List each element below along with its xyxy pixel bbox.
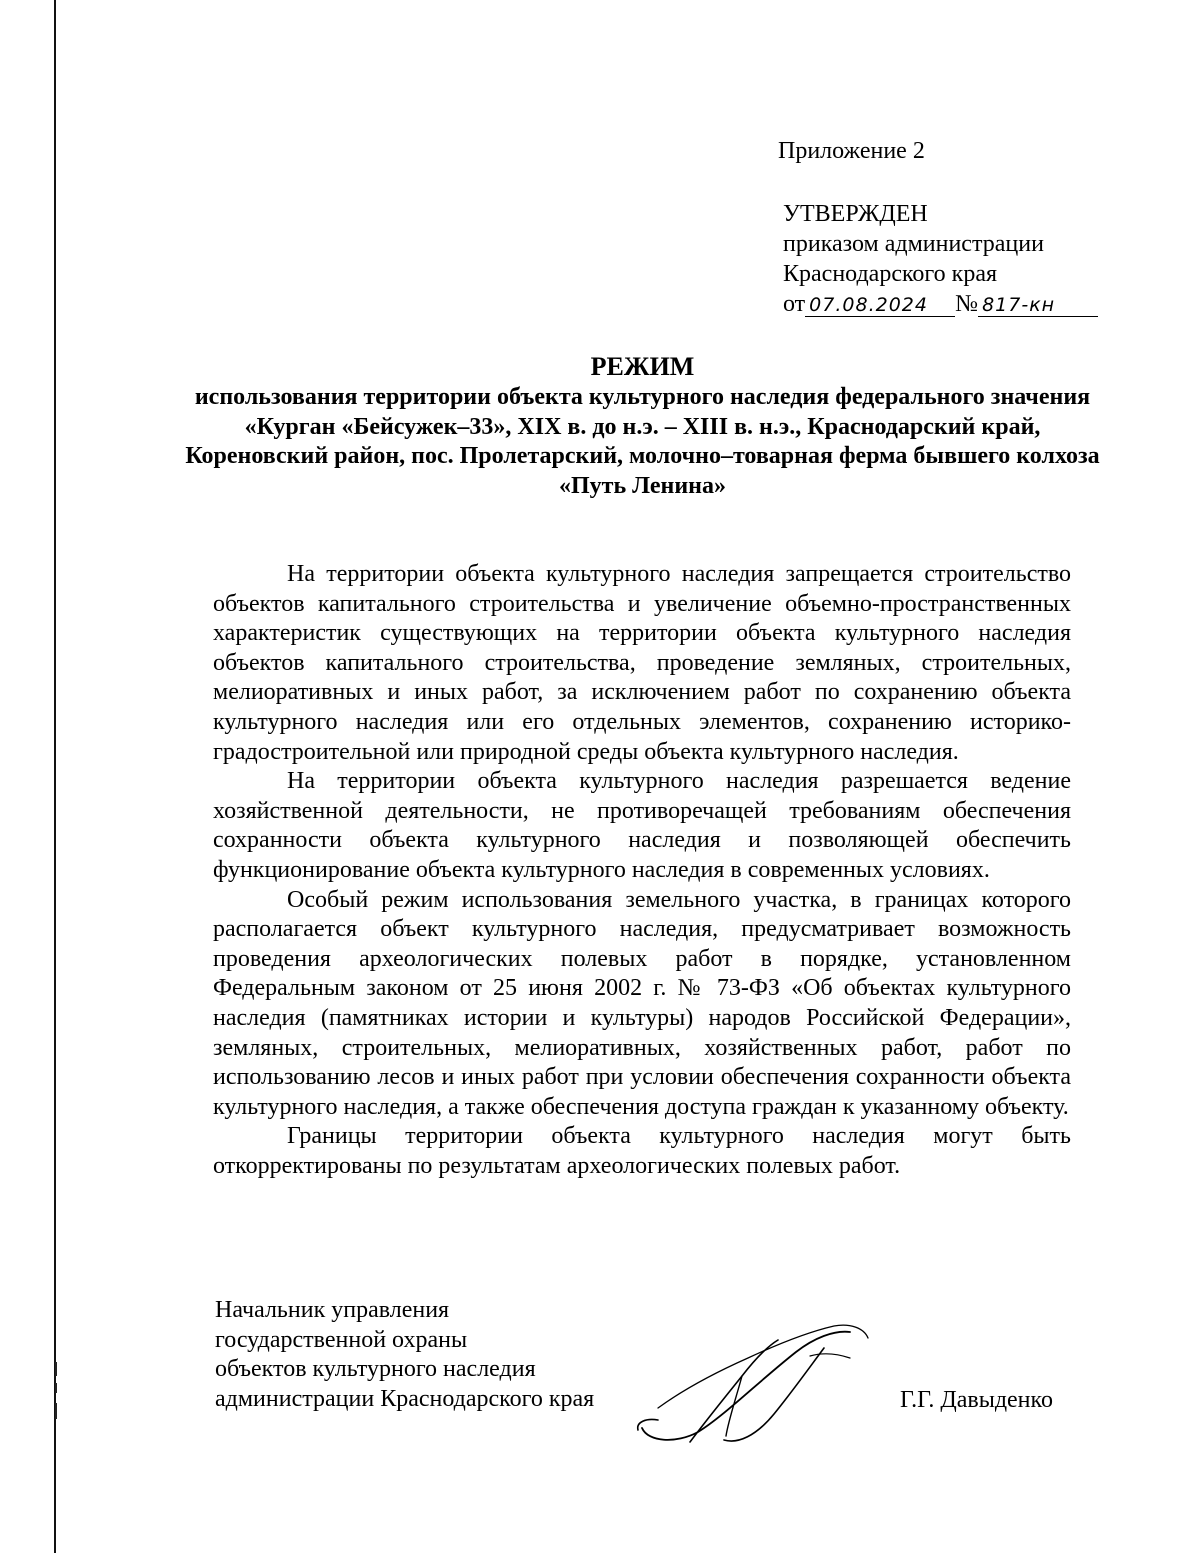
scan-edge-mark <box>55 1383 57 1393</box>
signatory-position <box>215 1296 594 1414</box>
date-prefix: от <box>783 291 806 317</box>
handwritten-signature <box>628 1318 888 1458</box>
scan-left-border <box>54 0 56 1553</box>
number-prefix: № <box>955 291 979 317</box>
signatory-name: Г.Г. Давыденко <box>900 1387 1053 1413</box>
signatory-position-line: объектов культурного наследия <box>215 1356 536 1382</box>
handwritten-order-number: 817-кн <box>978 294 1098 317</box>
signatory-position-line: государственной охраны <box>215 1326 468 1353</box>
approval-date-line <box>783 289 1098 319</box>
handwritten-date: 07.08.2024 <box>805 294 955 317</box>
approval-line: Краснодарского края <box>783 261 998 287</box>
document-title: РЕЖИМ <box>590 352 695 381</box>
approval-heading: УТВЕРЖДЕН <box>783 201 928 227</box>
approval-line: приказом администрации <box>783 231 1044 257</box>
signatory-position-line: Начальник управления <box>215 1297 450 1323</box>
body-paragraph: На территории объекта культурного наследия разрешается ведение хозяйственной деятельности, не противоречащей требованиям обеспечения сохранности объекта культурного наследия и позволяющей обеспечить функционирование объекта культурного наследия в современных условиях. <box>213 768 1071 883</box>
scan-edge-mark <box>55 1362 57 1376</box>
body-paragraph: Границы территории объекта культурного наследия могут быть откорректированы по результатам археологических полевых работ. <box>213 1123 1071 1179</box>
document-body <box>213 560 1071 1181</box>
appendix-label: Приложение 2 <box>778 138 925 164</box>
document-subtitle: использования территории объекта культурного наследия федерального значения «Курган «Бейсужек–33», XIX в. до н.э. – XIII в. н.э., Краснодарский край, Кореновский район, пос. Пролетарский, молочно–товарная ферма бывшего колхоза «Путь Ленина» <box>185 384 1100 499</box>
body-paragraph: Особый режим использования земельного участка, в границах которого располагается объект культурного наследия, предусматривает возможность проведения археологических полевых работ в порядке, установленном Федеральным законом от 25 июня 2002 г. № 73-ФЗ «Об объектах культурного наследия (памятниках истории и культуры) народов Российской Федерации», земляных, строительных, мелиоративных, хозяйственных работ, работ по использованию лесов и иных работ при условии обеспечения сохранности объекта культурного наследия, а также обеспечения доступа граждан к указанному объекту. <box>213 886 1071 1120</box>
body-paragraph: На территории объекта культурного наследия запрещается строительство объектов капитального строительства и увеличение объемно-пространственных характеристик существующих на территории объекта культурного наследия объектов капитального строительства, проведение земляных, строительных, мелиоративных и иных работ, за исключением работ по сохранению объекта культурного наследия или его отдельных элементов, сохранению историко-градостроительной или природной среды объекта культурного наследия. <box>213 561 1071 765</box>
approval-stamp <box>783 199 1098 319</box>
scan-edge-mark <box>55 1403 57 1419</box>
signatory-position-line: администрации Краснодарского края <box>215 1385 595 1412</box>
